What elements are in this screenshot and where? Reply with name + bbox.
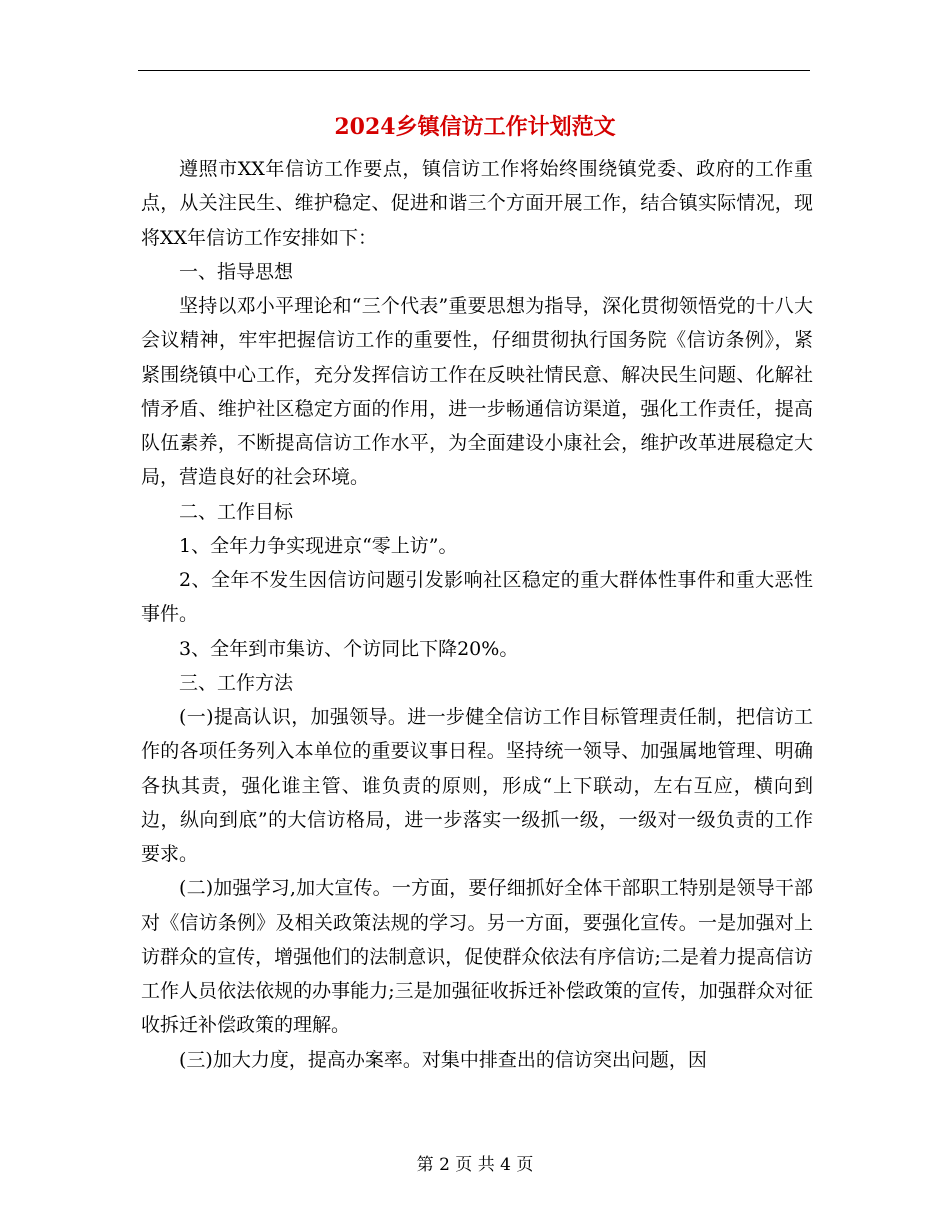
- page-number-footer: 第 2 页 共 4 页: [416, 1155, 534, 1175]
- goal-item-2: 2、全年不发生因信访问题引发影响社区稳定的重大群体性事件和重大恶性事件。: [141, 569, 813, 626]
- paragraph-guiding-ideology: 坚持以邓小平理论和“三个代表”重要思想为指导，深化贯彻领悟党的十八大会议精神，牢牢把握信访工作的重要性，仔细贯彻执行国务院《信访条例》，紧紧围绕镇中心工作，充分发挥信访工作在反映社情民意、解决民生问题、化解社情矛盾、维护社区稳定方面的作用，进一步畅通信访渠道，强化工作责任，提高队伍素养，不断提高信访工作水平，为全面建设小康社会，维护改革进展稳定大局，营造良好的社会环境。: [141, 295, 813, 489]
- section-heading-work-methods: 三、工作方法: [179, 671, 294, 694]
- goal-item-3: 3、全年到市集访、个访同比下降20%。: [179, 637, 519, 660]
- method-item-2: (二)加强学习,加大宣传。一方面，要仔细抓好全体干部职工特别是领导干部对《信访条例》及相关政策法规的学习。另一方面，要强化宣传。一是加强对上访群众的宣传，增强他们的法制意识，促使群众依法有序信访;二是着力提高信访工作人员依法依规的办事能力;三是加强征收拆迁补偿政策的宣传，加强群众对征收拆迁补偿政策的理解。: [141, 877, 813, 1037]
- header-rule: [138, 70, 810, 71]
- method-item-1: (一)提高认识，加强领导。进一步健全信访工作目标管理责任制，把信访工作的各项任务列入本单位的重要议事日程。坚持统一领导、加强属地管理、明确各执其责，强化谁主管、谁负责的原则，形成“上下联动，左右互应，横向到边，纵向到底”的大信访格局，进一步落实一级抓一级，一级对一级负责的工作要求。: [141, 706, 813, 865]
- document-title: 2024乡镇信访工作计划范文: [334, 114, 616, 140]
- goal-item-1: 1、全年力争实现进京“零上访”。: [179, 534, 458, 557]
- section-heading-guiding-ideology: 一、指导思想: [179, 260, 294, 283]
- section-heading-work-goals: 二、工作目标: [179, 500, 294, 523]
- method-item-3: (三)加大力度，提高办案率。对集中排查出的信访突出问题，因: [179, 1048, 707, 1071]
- document-body: [141, 152, 813, 1077]
- paragraph-intro: 遵照市XX年信访工作要点，镇信访工作将始终围绕镇党委、政府的工作重点，从关注民生、维护稳定、促进和谐三个方面开展工作，结合镇实际情况，现将XX年信访工作安排如下：: [141, 158, 813, 249]
